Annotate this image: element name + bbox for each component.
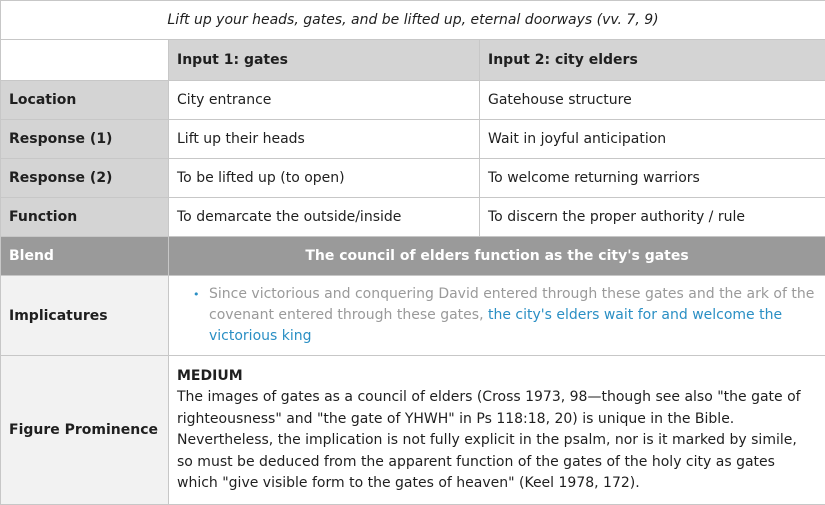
- title-row: [1, 1, 825, 40]
- figure-prominence-row: [1, 356, 825, 505]
- row-label: Location: [1, 81, 169, 120]
- blend-label: Blend: [1, 237, 169, 276]
- blend-row: [1, 237, 825, 276]
- row-label: Function: [1, 198, 169, 237]
- row-label: Response (1): [1, 120, 169, 159]
- row-input1-cell: City entrance: [169, 81, 480, 120]
- bullet-icon: •: [193, 288, 200, 301]
- figure-prominence-label: Figure Prominence: [1, 356, 169, 505]
- header-blank-cell: [1, 40, 169, 81]
- row-input1-cell: Lift up their heads: [169, 120, 480, 159]
- row-input1-cell: To demarcate the outside/inside: [169, 198, 480, 237]
- prominence-text: The images of gates as a council of elders (Cross 1973, 98—though see also "the gate of righteousness" and "the gate of YHWH" in Ps 118:18, 20) is unique in the Bible. Nevertheless, the implication is not fully explicit in the psalm, nor is it marked by simile, so must be deduced from the apparent function of the gates of the holy city as gates which "give visible form to the gates of heaven" (Keel 1978, 172).: [177, 389, 801, 491]
- blend-value: The council of elders function as the city's gates: [169, 237, 825, 276]
- table-row: [1, 81, 825, 120]
- table-title: Lift up your heads, gates, and be lifted up, eternal doorways (vv. 7, 9): [1, 1, 825, 40]
- implicatures-list: [177, 284, 817, 347]
- header-input1: Input 1: gates: [169, 40, 480, 81]
- implicatures-label: Implicatures: [1, 276, 169, 356]
- figure-prominence-cell: [169, 356, 825, 505]
- header-row: [1, 40, 825, 81]
- row-input2-cell: Wait in joyful anticipation: [480, 120, 825, 159]
- header-input2: Input 2: city elders: [480, 40, 825, 81]
- row-input2-cell: To welcome returning warriors: [480, 159, 825, 198]
- table-row: [1, 120, 825, 159]
- row-input2-cell: Gatehouse structure: [480, 81, 825, 120]
- implicature-grey-text: Since victorious and conquering David entered through these gates and the ark of the covenant entered through these gates,: [209, 286, 815, 323]
- row-label: Response (2): [1, 159, 169, 198]
- row-input2-cell: To discern the proper authority / rule: [480, 198, 825, 237]
- implicatures-row: [1, 276, 825, 356]
- prominence-level: MEDIUM: [177, 367, 243, 384]
- implicatures-cell: [169, 276, 825, 356]
- row-input1-cell: To be lifted up (to open): [169, 159, 480, 198]
- table-row: [1, 198, 825, 237]
- list-item: [193, 284, 817, 347]
- table-row: [1, 159, 825, 198]
- implicature-blue-text: the city's elders wait for and welcome the victorious king: [209, 307, 783, 344]
